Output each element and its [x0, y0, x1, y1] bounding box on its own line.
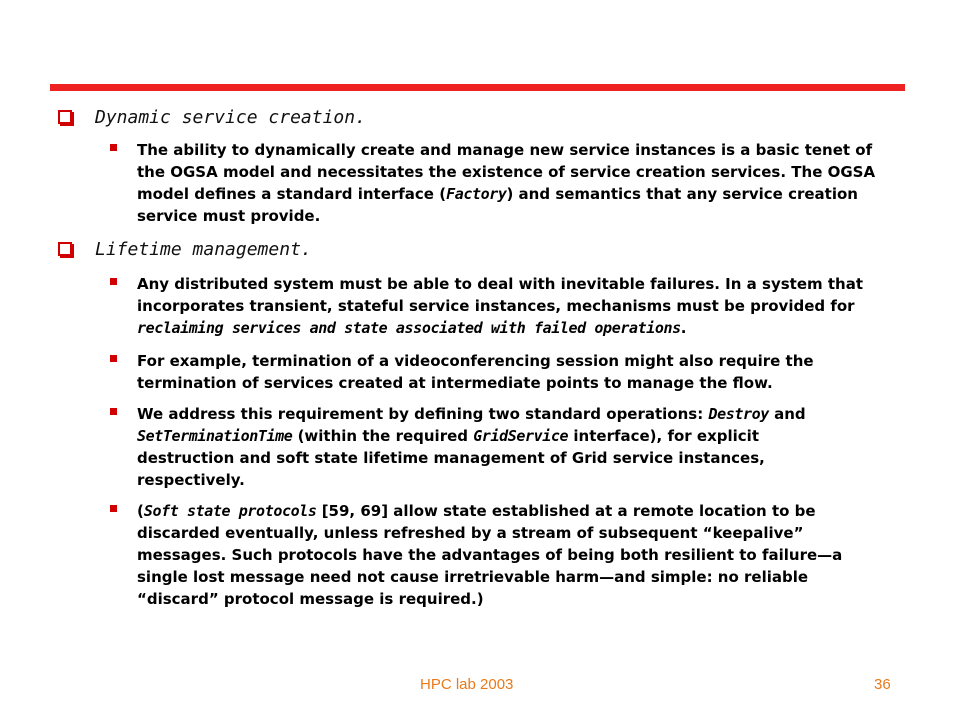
- text-line: discarded eventually, unless refreshed by a stream of subsequent “keepalive”: [137, 524, 804, 542]
- checkbox-bullet-icon: [58, 242, 72, 256]
- paragraph-videoconferencing: [137, 350, 905, 394]
- text-line: messages. Such protocols have the advantages of being both resilient to failure—a: [137, 546, 843, 564]
- text-line: [137, 183, 905, 205]
- destroy-term: Destroy: [708, 405, 769, 423]
- soft-state-protocols-term: Soft state protocols: [143, 502, 317, 520]
- text-line: “discard” protocol message is required.): [137, 590, 484, 608]
- square-bullet-icon: [110, 144, 117, 151]
- text-segment: ) and semantics that any service creation: [506, 185, 858, 203]
- text-segment: interface), for explicit: [568, 427, 759, 445]
- text-line: [137, 317, 905, 339]
- text-line: service must provide.: [137, 207, 321, 225]
- text-segment: We address this requirement by defining two standard operations:: [137, 405, 709, 423]
- square-bullet-icon: [110, 355, 117, 362]
- square-bullet-icon: [110, 505, 117, 512]
- text-segment: [59, 69] allow state established at a remote location to be: [316, 502, 816, 520]
- paragraph-soft-state-protocols: [137, 500, 905, 610]
- text-segment: (within the required: [292, 427, 474, 445]
- top-red-rule: [50, 84, 905, 91]
- text-segment: (: [137, 502, 144, 520]
- text-line: respectively.: [137, 471, 245, 489]
- text-segment: .: [680, 319, 687, 337]
- paragraph-ogsa-model: [137, 139, 905, 227]
- text-line: destruction and soft state lifetime management of Grid service instances,: [137, 449, 765, 467]
- setterminationtime-term: SetTerminationTime: [137, 427, 293, 445]
- text-line: Any distributed system must be able to deal with inevitable failures. In a system that: [137, 275, 863, 293]
- gridservice-term: GridService: [473, 427, 569, 445]
- text-line: [137, 500, 905, 522]
- text-line: incorporates transient, stateful service instances, mechanisms must be provided for: [137, 297, 855, 315]
- text-segment: and: [768, 405, 806, 423]
- text-segment: model defines a standard interface (: [137, 185, 447, 203]
- text-line: For example, termination of a videoconferencing session might also require the: [137, 352, 814, 370]
- text-line: termination of services created at intermediate points to manage the flow.: [137, 374, 773, 392]
- heading-lifetime-management: Lifetime management.: [95, 239, 312, 260]
- factory-term: Factory: [446, 185, 507, 203]
- footer-label: HPC lab 2003: [420, 676, 514, 693]
- square-bullet-icon: [110, 278, 117, 285]
- paragraph-failures: [137, 273, 905, 339]
- heading-dynamic-service-creation: Dynamic service creation.: [95, 107, 366, 128]
- text-line: single lost message need not cause irretrievable harm—and simple: no reliable: [137, 568, 809, 586]
- text-line: The ability to dynamically create and manage new service instances is a basic tenet of: [137, 141, 873, 159]
- paragraph-standard-operations: [137, 403, 905, 491]
- text-line: [137, 403, 905, 425]
- text-line: [137, 425, 905, 447]
- checkbox-bullet-icon: [58, 110, 72, 124]
- page-number: 36: [874, 676, 891, 693]
- italic-phrase: reclaiming services and state associated with failed operations: [137, 319, 681, 337]
- square-bullet-icon: [110, 408, 117, 415]
- text-line: the OGSA model and necessitates the existence of service creation services. The OGSA: [137, 163, 876, 181]
